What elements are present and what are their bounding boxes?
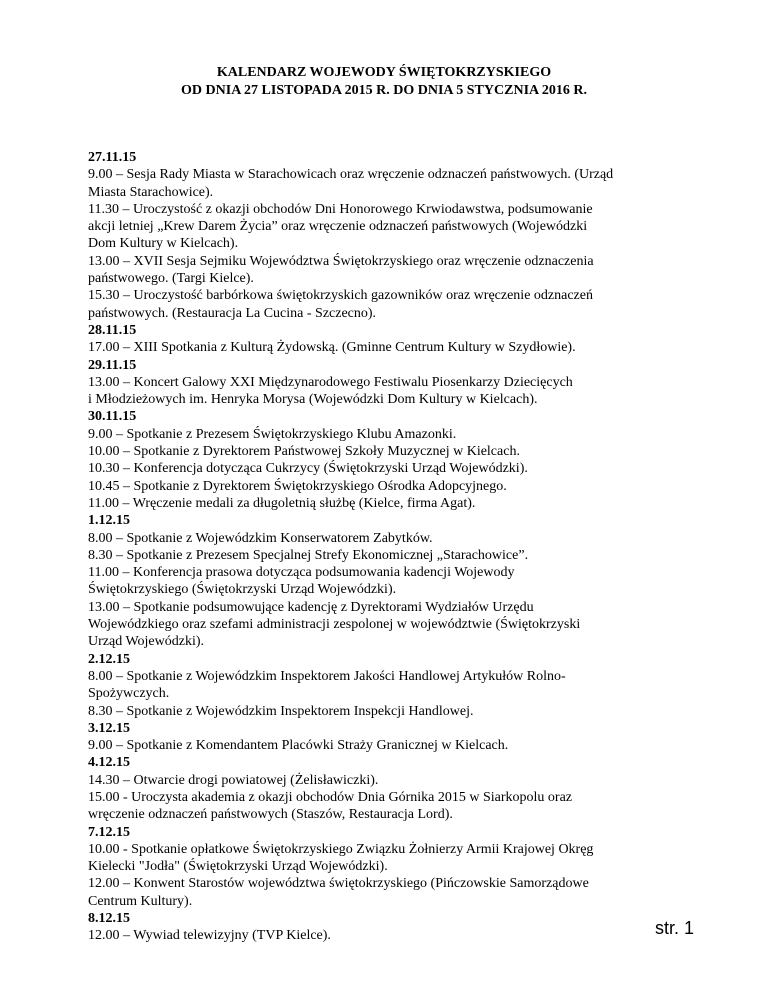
date-heading: 3.12.15	[88, 720, 130, 736]
calendar-entry-line: 13.00 – Koncert Galowy XXI Międzynarodowego Festiwalu Piosenkarzy Dziecięcych	[88, 374, 573, 390]
calendar-entry-line: 10.00 – Spotkanie z Dyrektorem Państwowej Szkoły Muzycznej w Kielcach.	[88, 444, 520, 460]
calendar-entry-line: 8.00 – Spotkanie z Wojewódzkim Inspektorem Jakości Handlowej Artykułów Rolno-	[88, 668, 566, 684]
calendar-entry-line: wręczenie odznaczeń państwowych (Staszów, Restauracja Lord).	[88, 807, 453, 823]
date-heading: 27.11.15	[88, 150, 137, 165]
calendar-entry-line: 12.00 – Konwent Starostów województwa świętokrzyskiego (Pińczowskie Samorządowe	[88, 876, 589, 892]
header-title-line-2: OD DNIA 27 LISTOPADA 2015 R. DO DNIA 5 STYCZNIA 2016 R.	[181, 83, 587, 98]
calendar-entry-line: 8.30 – Spotkanie z Prezesem Specjalnej Strefy Ekonomicznej „Starachowice”.	[88, 547, 529, 563]
calendar-entry-line: 17.00 – XIII Spotkania z Kulturą Żydowską. (Gminne Centrum Kultury w Szydłowie).	[88, 340, 576, 356]
calendar-entry-line: Centrum Kultury).	[88, 893, 193, 909]
calendar-entry-line: i Młodzieżowych im. Henryka Morysa (Wojewódzki Dom Kultury w Kielcach).	[88, 392, 538, 408]
calendar-entry-line: 12.00 – Wywiad telewizyjny (TVP Kielce).	[88, 928, 331, 944]
calendar-entries	[88, 149, 688, 945]
date-heading: 8.12.15	[88, 911, 130, 927]
calendar-entry-line: Urząd Wojewódzki).	[88, 634, 205, 650]
page-number: str. 1	[654, 918, 694, 938]
calendar-entry-line: 10.45 – Spotkanie z Dyrektorem Świętokrzyskiego Ośrodka Adopcyjnego.	[88, 478, 507, 494]
calendar-entry-line: 8.30 – Spotkanie z Wojewódzkim Inspektorem Inspekcji Handlowej.	[88, 703, 474, 719]
calendar-entry-line: Miasta Starachowice).	[88, 184, 214, 200]
calendar-entry-line: Wojewódzkiego oraz szefami administracji zespolonej w województwie (Świętokrzyski	[88, 617, 581, 633]
calendar-entry-line: 14.30 – Otwarcie drogi powiatowej (Żelisławiczki).	[88, 772, 379, 788]
calendar-entry-line: 11.30 – Uroczystość z okazji obchodów Dni Honorowego Krwiodawstwa, podsumowanie	[88, 201, 593, 217]
calendar-entry-line: 11.00 – Konferencja prasowa dotycząca podsumowania kadencji Wojewody	[88, 565, 515, 581]
calendar-entry-line: 9.00 – Spotkanie z Komendantem Placówki Straży Granicznej w Kielcach.	[88, 738, 509, 754]
calendar-entry-line: Świętokrzyskiego (Świętokrzyski Urząd Wojewódzki).	[88, 582, 397, 598]
date-heading: 2.12.15	[88, 651, 130, 667]
calendar-entry-line: 10.00 - Spotkanie opłatkowe Świętokrzyskiego Związku Żołnierzy Armii Krajowej Okręg	[88, 841, 594, 857]
calendar-entry-line: 9.00 – Sesja Rady Miasta w Starachowicach oraz wręczenie odznaczeń państwowych. (Urząd	[88, 167, 614, 183]
document-header	[0, 64, 768, 100]
date-heading: 30.11.15	[88, 409, 137, 425]
calendar-entry-line: państwowych. (Restauracja La Cucina - Szczecno).	[88, 305, 377, 321]
calendar-entry-line: 9.00 – Spotkanie z Prezesem Świętokrzyskiego Klubu Amazonki.	[88, 426, 457, 442]
calendar-entry-line: 10.30 – Konferencja dotycząca Cukrzycy (Świętokrzyski Urząd Wojewódzki).	[88, 461, 528, 477]
calendar-entry-line: akcji letniej „Krew Darem Życia” oraz wręczenie odznaczeń państwowych (Wojewódzki	[88, 219, 588, 235]
header-title-line-1: KALENDARZ WOJEWODY ŚWIĘTOKRZYSKIEGO	[216, 65, 552, 80]
calendar-entry-line: Kielecki "Jodła" (Świętokrzyski Urząd Wojewódzki).	[88, 859, 388, 875]
date-heading: 28.11.15	[88, 322, 137, 338]
date-heading: 7.12.15	[88, 824, 130, 840]
calendar-entry-line: 13.00 – Spotkanie podsumowujące kadencję z Dyrektorami Wydziałów Urzędu	[88, 599, 534, 615]
calendar-entry-line: 11.00 – Wręczenie medali za długoletnią służbę (Kielce, firma Agat).	[88, 495, 476, 511]
date-heading: 4.12.15	[88, 755, 130, 771]
calendar-entry-line: 15.30 – Uroczystość barbórkowa świętokrzyskich gazowników oraz wręczenie odznaczeń	[88, 288, 593, 304]
calendar-entry-line: państwowego. (Targi Kielce).	[88, 271, 254, 287]
calendar-entry-line: Spożywczych.	[88, 686, 170, 702]
calendar-entry-line: 13.00 – XVII Sesja Sejmiku Województwa Świętokrzyskiego oraz wręczenie odznaczenia	[88, 253, 594, 269]
calendar-entry-line: 8.00 – Spotkanie z Wojewódzkim Konserwatorem Zabytków.	[88, 530, 433, 546]
calendar-entry-line: Dom Kultury w Kielcach).	[88, 236, 239, 252]
calendar-entry-line: 15.00 - Uroczysta akademia z okazji obchodów Dnia Górnika 2015 w Siarkopolu oraz	[88, 789, 573, 805]
date-heading: 29.11.15	[88, 357, 137, 373]
date-heading: 1.12.15	[88, 513, 130, 529]
